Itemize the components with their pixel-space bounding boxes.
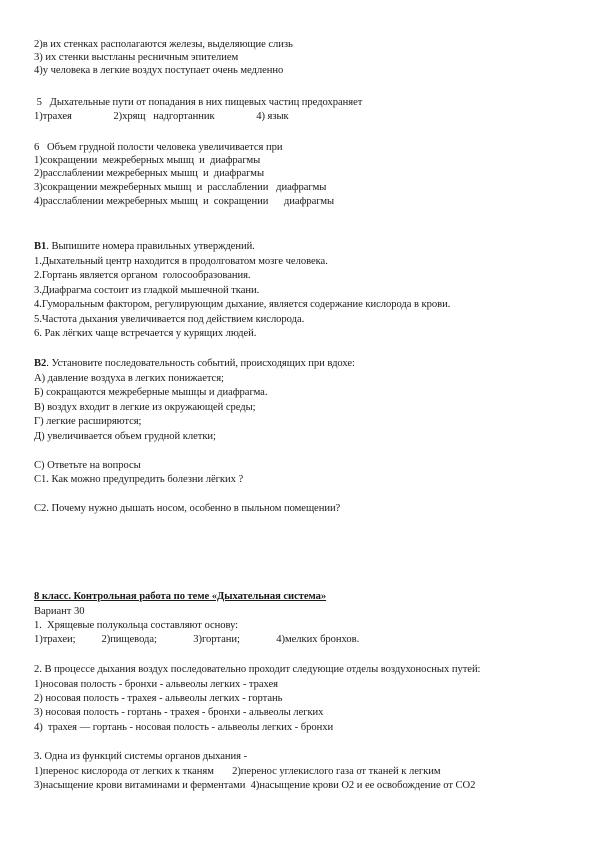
c-heading: С) Ответьте на вопросы [34,460,141,471]
b1-item: 1.Дыхательный центр находится в продолговатом мозге человека. [34,256,328,267]
b2-item: Б) сокращаются межреберные мышцы и диафрагма. [34,387,268,398]
v-q3-options-1-2: 1)перенос кислорода от легких к тканям 2)перенос углекислого газа от тканей к легким [34,766,441,777]
b2-label: В2 [34,358,47,369]
q5-question: 5 Дыхательные пути от попадания в них пищевых частиц предохраняет [34,97,363,108]
b1-item: 3.Диафрагма состоит из гладкой мышечной ткани. [34,285,260,296]
b2-item: В) воздух входит в легкие из окружающей среды; [34,402,256,413]
v-q1-options: 1)трахеи; 2)пищевода; 3)гортани; 4)мелких бронхов. [34,634,360,645]
b2-item: Д) увеличивается объем грудной клетки; [34,431,216,442]
v-q1-question: 1. Хрящевые полукольца составляют основу: [34,620,239,631]
b1-label: В1 [34,241,47,252]
c2-question: С2. Почему нужно дышать носом, особенно в пыльном помещении? [34,503,341,514]
v-q2-option-1: 1)носовая полость - бронхи - альвеолы легких - трахея [34,679,278,690]
q4-option-3: 3) их стенки выстланы ресничным эпителием [34,52,239,63]
variant-number: Вариант 30 [34,606,85,617]
q6-option-3: 3)сокращении межреберных мышц и расслаблении диафрагмы [34,182,327,193]
variant-title: 8 класс. Контрольная работа по теме «Дыхательная система» [34,591,327,602]
b1-item: 4.Гуморальным фактором, регулирующим дыхание, является содержание кислорода в крови. [34,299,451,310]
v-q2-option-2: 2) носовая полость - трахея - альвеолы легких - гортань [34,693,283,704]
q6-option-1: 1)сокращении межреберных мышц и диафрагмы [34,155,261,166]
q4-option-2: 2)в их стенках располагаются железы, выделяющие слизь [34,39,293,50]
q4-option-4: 4)у человека в легкие воздух поступает очень медленно [34,65,284,76]
v-q3-options-3-4: 3)насыщение крови витаминами и ферментами 4)насыщение крови О2 и ее освобождение от СО2 [34,780,476,791]
b1-item: 2.Гортань является органом голосообразования. [34,270,251,281]
b1-heading [34,240,255,253]
q6-question: 6 Объем грудной полости человека увеличивается при [34,142,283,153]
b2-heading [34,357,355,370]
b1-item: 6. Рак лёгких чаще встречается у курящих людей. [34,328,257,339]
q6-option-4: 4)расслаблении межреберных мышц и сокращении диафрагмы [34,196,335,207]
b2-item: Г) легкие расширяются; [34,416,142,427]
b2-item: А) давление воздуха в легких понижается; [34,373,224,384]
v-q3-question: 3. Одна из функций системы органов дыхания - [34,751,248,762]
b2-instruction: . Установите последовательность событий, происходящих при вдохе: [46,358,355,369]
v-q2-option-3: 3) носовая полость - гортань - трахея - бронхи - альвеолы легких [34,707,324,718]
b1-item: 5.Частота дыхания увеличивается под действием кислорода. [34,314,305,325]
v-q2-option-4: 4) трахея — гортань - носовая полость - альвеолы легких - бронхи [34,722,334,733]
q6-option-2: 2)расслаблении межреберных мышц и диафрагмы [34,168,265,179]
c1-question: С1. Как можно предупредить болезни лёгких ? [34,474,244,485]
b1-instruction: . Выпишите номера правильных утверждений. [46,241,255,252]
q5-options: 1)трахея 2)хрящ надгортанник 4) язык [34,111,289,122]
v-q2-question: 2. В процессе дыхания воздух последовательно проходит следующие отделы воздухоносных путей: [34,664,481,675]
